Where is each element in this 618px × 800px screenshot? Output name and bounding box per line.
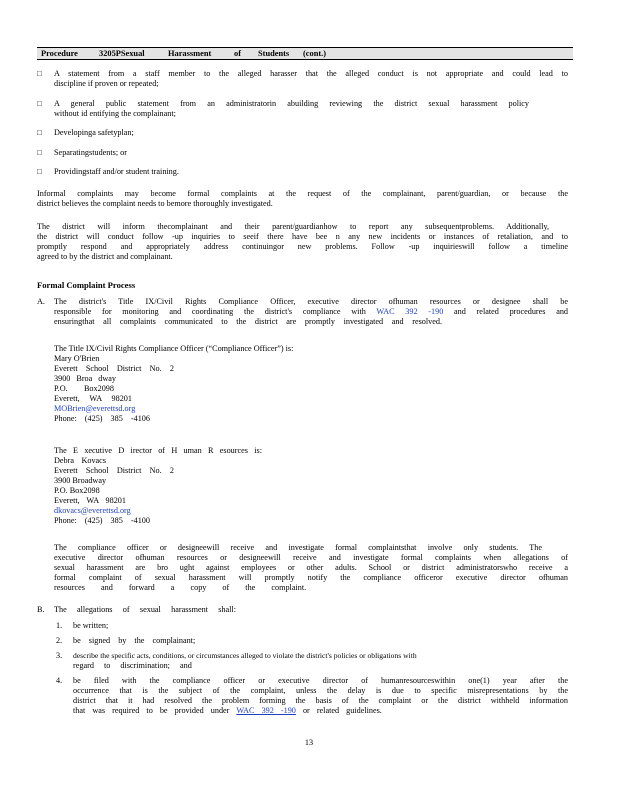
text-line xyxy=(73,706,568,716)
text-line xyxy=(54,307,568,317)
text-line: ensuringthat all complaints communicated to the district are promptly investigated and resolved. xyxy=(54,317,442,326)
text-line: executive director ofhuman resources or designeewill receive and investigate formal complaints when allegations of xyxy=(54,553,568,562)
officer-email-link[interactable]: MOBrien@everettsd.org xyxy=(54,404,136,413)
paragraph-follow-up xyxy=(37,222,568,262)
officer-org: Everett School District No. 2 xyxy=(54,364,174,373)
text-line: district believes the complaint needs to bemore thoroughly investigated. xyxy=(37,199,273,208)
header-cell: of xyxy=(234,49,241,58)
hr-email-link[interactable]: dkovacs@everettsd.org xyxy=(54,506,131,515)
compliance-officer-block xyxy=(54,344,568,424)
bullet-icon: □ xyxy=(37,167,42,176)
bullet-icon: □ xyxy=(37,148,42,157)
officer-name: Mary O'Brien xyxy=(54,354,100,363)
bullet-line: Providingstaff and/or student training. xyxy=(54,167,179,176)
officer-heading: The Title IX/Civil Rights Compliance Officer (“Compliance Officer”) is: xyxy=(54,344,294,353)
text-line: occurrence that is the subject of the complaint, unless the delay is due to specific misrepresentations by the xyxy=(73,686,568,695)
wac-link[interactable]: WAC 392 -190 xyxy=(376,307,444,316)
section-heading: Formal Complaint Process xyxy=(37,280,136,290)
hr-box: P.O. Box2098 xyxy=(54,486,100,495)
list-number: 1. xyxy=(56,621,63,630)
paragraph-informal xyxy=(37,189,568,209)
hr-city: Everett, WA 98201 xyxy=(54,496,126,505)
text-line: describe the specific acts, conditions, or circumstances alleged to violate the district's policies or obligations with xyxy=(73,651,417,660)
bullet-line: Separatingstudents; or xyxy=(54,148,127,157)
bullet-item xyxy=(54,167,568,177)
hr-director-block xyxy=(54,446,568,526)
hr-heading: The E xecutive D irector of H uman R esources is: xyxy=(54,446,262,455)
text-line: be filed with the compliance officer or executive director of humanresourceswithin one(1) year after the xyxy=(73,676,568,685)
list-number: 3. xyxy=(56,651,63,660)
bullet-item xyxy=(54,69,568,89)
text-segment: and related procedures and xyxy=(454,307,569,316)
list-number: 4. xyxy=(56,676,63,685)
text-line: district that it had resolved the problem forming the basis of the complaint or the district withheld information xyxy=(73,696,568,705)
bullet-item xyxy=(54,99,568,119)
bullet-item xyxy=(54,128,568,138)
text-line: The compliance officer or designeewill receive and investigate formal complaintsthat involve only students. The xyxy=(54,543,542,552)
header-cell: Students xyxy=(258,49,290,58)
header-cell: 3205PSexual xyxy=(99,49,145,58)
officer-phone: Phone: (425) 385 -4106 xyxy=(54,414,150,423)
section-a-label: A. xyxy=(37,297,45,306)
text-line: formal complaint of sexual harassment will promptly notify the compliance officeror executive director ofhuman xyxy=(54,573,568,582)
list-number: 2. xyxy=(56,636,63,645)
officer-city: Everett, WA 98201 xyxy=(54,394,132,403)
text-line: The district's Title IX/Civil Rights Compliance Officer, executive director ofhuman resources or designee shall be xyxy=(54,297,568,306)
text-line: be written; xyxy=(73,621,109,630)
header-cell: (cont.) xyxy=(303,49,327,58)
wac-link[interactable]: WAC 392 -190 xyxy=(236,706,296,715)
section-b-intro xyxy=(54,605,236,615)
bullet-line: A general public statement from an administratorin abuilding reviewing the district sexual harassment policy xyxy=(54,99,529,108)
page-number: 13 xyxy=(304,738,314,747)
bullet-item xyxy=(54,148,568,158)
text-line: the district will conduct follow -up inquiries to seeif there have bee n any new incidents or instances of retaliation, and to xyxy=(37,232,568,241)
list-item xyxy=(73,651,568,671)
text-line: The allegations of sexual harassment shall: xyxy=(54,605,236,614)
text-line: agreed to by the district and complainant. xyxy=(37,252,173,261)
bullet-icon: □ xyxy=(37,128,42,137)
bullet-icon: □ xyxy=(37,69,42,78)
header-cell: Procedure xyxy=(41,49,78,58)
text-line: promptly respond and appropriately address continuingor new problems. Follow -up inquirieswill follow a timeline xyxy=(37,242,568,251)
section-a-intro xyxy=(54,297,568,327)
list-item xyxy=(73,621,568,631)
text-line: Informal complaints may become formal complaints at the request of the complainant, parent/guardian, or because the xyxy=(37,189,568,198)
list-item xyxy=(73,636,568,646)
bullet-line: A statement from a staff member to the alleged harasser that the alleged conduct is not appropriate and could lead to xyxy=(54,69,568,78)
bullet-line: without id entifying the complainant; xyxy=(54,109,176,118)
bullet-line: discipline if proven or repeated; xyxy=(54,79,159,88)
officer-box: P.O. Box2098 xyxy=(54,384,114,393)
text-line: The district will inform thecomplainant and their parent/guardianhow to report any subsequentproblems. Additionally, xyxy=(37,222,549,231)
bullet-icon: □ xyxy=(37,99,42,108)
hr-street: 3900 Broadway xyxy=(54,476,107,485)
procedure-header xyxy=(37,47,573,60)
hr-org: Everett School District No. 2 xyxy=(54,466,174,475)
hr-name: Debra Kovacs xyxy=(54,456,106,465)
section-a-closing xyxy=(54,543,568,593)
bullet-line: Developinga safetyplan; xyxy=(54,128,134,137)
officer-street: 3900 Broa dway xyxy=(54,374,116,383)
text-segment: that was required to be provided under xyxy=(73,706,230,715)
text-line: be signed by the complainant; xyxy=(73,636,196,645)
text-line: resources and forward a copy of the complaint. xyxy=(54,583,307,592)
list-item xyxy=(73,676,568,716)
text-segment: responsible for monitoring and coordinating the district's compliance with xyxy=(54,307,366,316)
text-line: sexual harassment are bro ught against employees or other adults. School or district administratorswho receive a xyxy=(54,563,568,572)
text-line: regard to discrimination; and xyxy=(73,661,192,670)
text-segment: or related guidelines. xyxy=(302,706,382,715)
header-cell: Harassment xyxy=(168,49,212,58)
section-b-label: B. xyxy=(37,605,45,614)
hr-phone: Phone: (425) 385 -4100 xyxy=(54,516,150,525)
